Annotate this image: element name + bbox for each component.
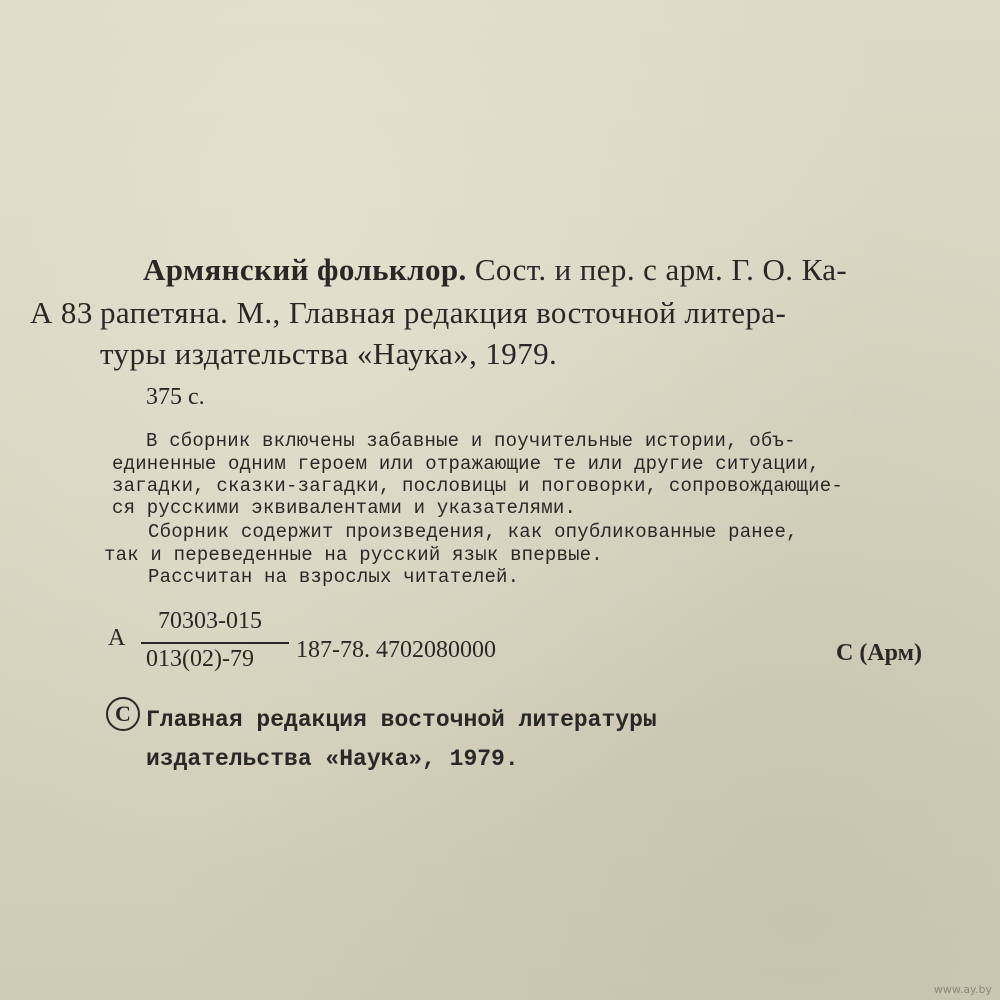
annotation-line: так и переведенные на русский язык впервые. — [104, 544, 603, 566]
annotation-line: единенные одним героем или отражающие те или другие ситуации, — [112, 453, 820, 475]
title-line-3: туры издательства «Наука», 1979. — [100, 336, 558, 371]
annotation-line: В сборник включены забавные и поучительные истории, объ- — [146, 430, 796, 452]
index-code: 187-78. 4702080000 — [296, 637, 496, 663]
annotation-line: загадки, сказки-загадки, пословицы и поговорки, сопровождающие- — [112, 475, 843, 497]
title-continuation: Сост. и пер. с арм. Г. О. Ка- — [466, 252, 848, 287]
copyright-line-2: издательства «Наука», 1979. — [146, 746, 519, 772]
book-title: Армянский фольклор. — [143, 252, 467, 287]
annotation-line: Сборник содержит произведения, как опубликованные ранее, — [148, 521, 798, 543]
title-line-1 — [143, 252, 847, 288]
title-line-2: рапетяна. М., Главная редакция восточной литера- — [100, 295, 787, 330]
copyright-line-1: Главная редакция восточной литературы — [146, 707, 657, 733]
index-numerator: 70303-015 — [158, 608, 262, 634]
watermark: www.ay.by — [933, 983, 992, 996]
index-denominator: 013(02)-79 — [146, 646, 254, 672]
index-letter: А — [108, 625, 126, 651]
copyright-icon: C — [106, 697, 140, 731]
fraction-bar — [141, 642, 289, 644]
annotation-line: ся русскими эквивалентами и указателями. — [112, 497, 577, 519]
page-count: 375 с. — [146, 384, 205, 410]
classification-code: А 83 — [30, 295, 93, 330]
classification-right: С (Арм) — [836, 640, 922, 666]
annotation-line: Рассчитан на взрослых читателей. — [148, 566, 520, 588]
